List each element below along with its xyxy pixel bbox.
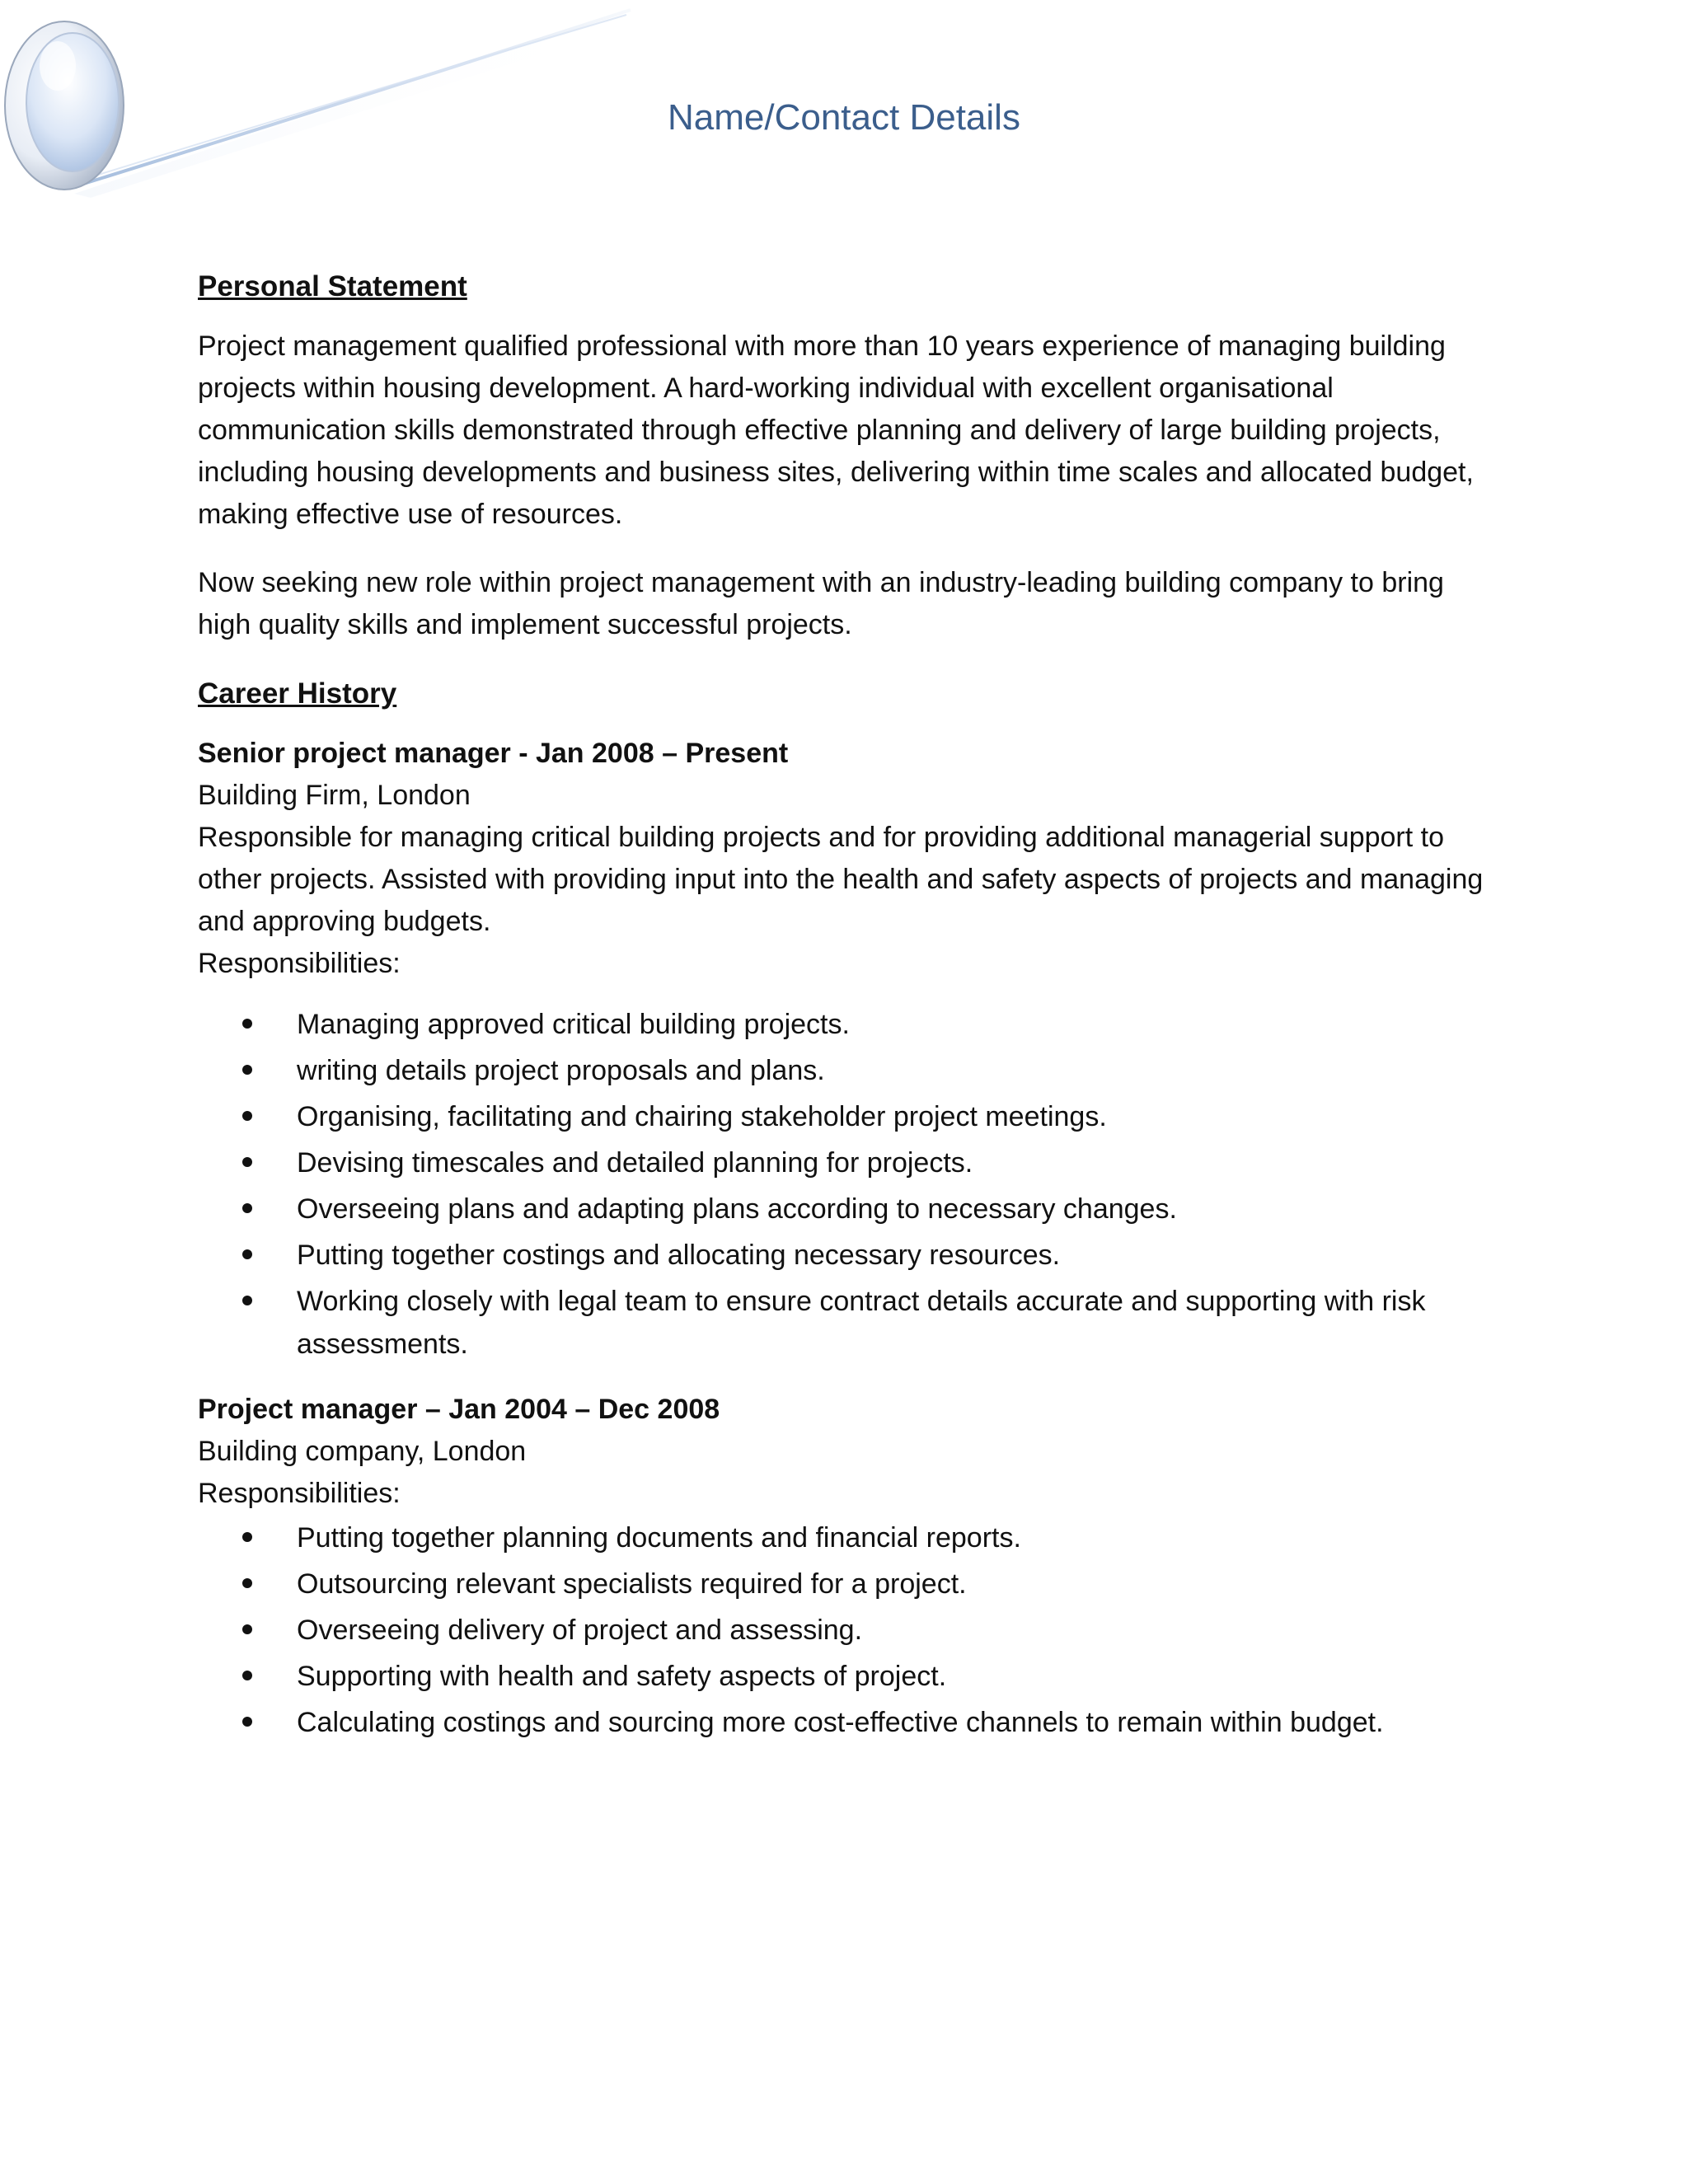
responsibilities-label: Responsibilities: [198, 1478, 401, 1509]
document-title: Name/Contact Details [668, 97, 1020, 138]
responsibilities-list [198, 1001, 1500, 1367]
personal-statement-paragraph: Project management qualified professional with more than 10 years experience of managing building projects within housing development. A hard-working individual with excellent organisational communication skills demonstrated through effective planning and delivery of large building projects, including housing developments and business sites, delivering within time scales and allocated budget, making effective use of resources. [198, 330, 1474, 530]
personal-statement-paragraph: Now seeking new role within project management with an industry-leading building company to bring high quality skills and implement successful projects. [198, 567, 1444, 640]
list-item: Managing approved critical building projects. [297, 1001, 1500, 1047]
list-item: Organising, facilitating and chairing stakeholder project meetings. [297, 1094, 1500, 1140]
job-title: Project manager – Jan 2004 – Dec 2008 [198, 1394, 720, 1425]
list-item: Overseeing plans and adapting plans according to necessary changes. [297, 1186, 1500, 1232]
job-description: Responsible for managing critical building projects and for providing additional managerial support to other projects. Assisted with providing input into the health and safety aspects of projects and managing and approving budgets. [198, 822, 1484, 937]
personal-statement-heading: Personal Statement [198, 270, 467, 302]
job-company: Building Firm, London [198, 780, 471, 811]
job-entry [198, 1389, 1500, 1746]
list-item: Outsourcing relevant specialists required for a project. [297, 1561, 1500, 1607]
list-item: Overseeing delivery of project and assessing. [297, 1607, 1500, 1653]
responsibilities-list [198, 1515, 1500, 1746]
career-history-heading: Career History [198, 677, 397, 710]
responsibilities-label: Responsibilities: [198, 948, 401, 979]
job-title: Senior project manager - Jan 2008 – Present [198, 738, 789, 769]
resume-body [198, 265, 1500, 1746]
job-company: Building company, London [198, 1436, 527, 1467]
list-item: Supporting with health and safety aspects of project. [297, 1653, 1500, 1699]
list-item: Putting together planning documents and financial reports. [297, 1515, 1500, 1561]
list-item: Putting together costings and allocating necessary resources. [297, 1232, 1500, 1278]
list-item: Working closely with legal team to ensure contract details accurate and supporting with risk assessments. [297, 1278, 1500, 1367]
list-item: Calculating costings and sourcing more cost-effective channels to remain within budget. [297, 1699, 1500, 1746]
list-item: writing details project proposals and plans. [297, 1047, 1500, 1094]
header-decoration [0, 0, 659, 206]
job-entry [198, 733, 1500, 1367]
list-item: Devising timescales and detailed planning for projects. [297, 1140, 1500, 1186]
